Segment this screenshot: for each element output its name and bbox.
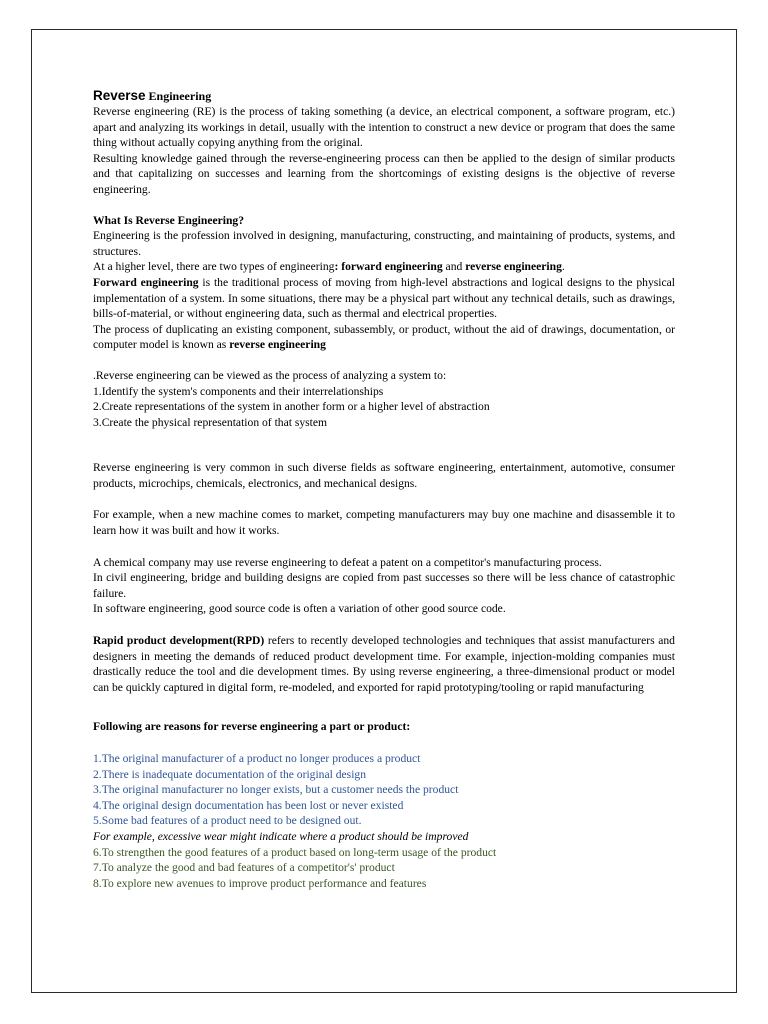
common-paragraph: Reverse engineering is very common in such diverse fields as software engineering, entertainment, automotive, consumer products, microchips, chemicals, electronics, and mechanical designs.	[93, 461, 675, 490]
chem-paragraph-2: In civil engineering, bridge and building designs are copied from past successes so there will be less chance of catastrophic failure.	[93, 571, 675, 600]
list-item: 8.To explore new avenues to improve product performance and features	[93, 876, 427, 890]
list-item: 2.Create representations of the system in another form or a higher level of abstraction	[93, 400, 490, 414]
example-paragraph: For example, when a new machine comes to market, competing manufacturers may buy one machine and disassemble it to learn how it was built and how it works.	[93, 508, 675, 538]
list-item: 7.To analyze the good and bad features of a competitor's' product	[93, 861, 395, 875]
what-paragraph-4: The process of duplicating an existing component, subassembly, or product, without the aid of drawings, documentation, or computer model is known as reverse engineering	[93, 322, 675, 352]
list-item: 3.The original manufacturer no longer exists, but a customer needs the product	[93, 783, 459, 797]
list-item: 2.There is inadequate documentation of the original design	[93, 767, 367, 781]
document-title: Reverse Engineering	[93, 88, 212, 103]
what-paragraph-3: Forward engineering is the traditional process of moving from high-level abstractions and logical designs to the physical implementation of a system. In some situations, there may be a physical part without any technical details, such as drawings, bills-of-material, or without engineering data, such as thermal and electrical properties.	[93, 275, 675, 321]
viewed-list	[93, 384, 675, 431]
what-paragraph-2: At a higher level, there are two types of engineering: forward engineering and reverse engineering.	[93, 260, 565, 274]
list-item: 5.Some bad features of a product need to be designed out.	[93, 814, 362, 828]
what-paragraph-1: Engineering is the profession involved in designing, manufacturing, constructing, and maintaining of products, systems, and structures.	[93, 229, 675, 258]
intro-paragraph-1: Reverse engineering (RE) is the process of taking something (a device, an electrical component, a software program, etc.) apart and analyzing its workings in detail, usually with the intention to construct a new device or program that does the same thing without actually copying anything from the original.	[93, 105, 675, 150]
chem-paragraph-3: In software engineering, good source code is often a variation of other good source code.	[93, 602, 506, 616]
intro-paragraph-2: Resulting knowledge gained through the reverse-engineering process can then be applied to the design of similar products and that capitalizing on successes and learning from the shortcomings of existing designs is the objective of reverse engineering.	[93, 151, 675, 196]
list-item: 1.The original manufacturer of a product no longer produces a product	[93, 752, 421, 765]
italic-note: For example, excessive wear might indicate where a product should be improved	[93, 829, 469, 843]
list-item: 4.The original design documentation has been lost or never existed	[93, 798, 404, 812]
document-body	[93, 88, 675, 891]
rpd-paragraph: Rapid product development(RPD) refers to recently developed technologies and techniques that assist manufacturers and designers in meeting the demands of reduced product development time. For example, injection-molding companies must drastically reduce the tool and die development times. By using reverse engineering, a three-dimensional product or model can be quickly captured in digital form, re-modeled, and exported for rapid prototyping/tooling or rapid manufacturing	[93, 634, 675, 694]
list-item: 1.Identify the system's components and their interrelationships	[93, 384, 384, 398]
reasons-list	[93, 751, 675, 891]
chem-paragraph-1: A chemical company may use reverse engineering to defeat a patent on a competitor's manufacturing process.	[93, 555, 602, 569]
list-item: 3.Create the physical representation of that system	[93, 415, 328, 429]
viewed-intro: .Reverse engineering can be viewed as the process of analyzing a system to:	[93, 368, 447, 382]
section-heading-what: What Is Reverse Engineering?	[93, 213, 245, 227]
list-item: 6.To strengthen the good features of a product based on long-term usage of the product	[93, 845, 497, 859]
reasons-heading: Following are reasons for reverse engineering a part or product:	[93, 720, 411, 734]
